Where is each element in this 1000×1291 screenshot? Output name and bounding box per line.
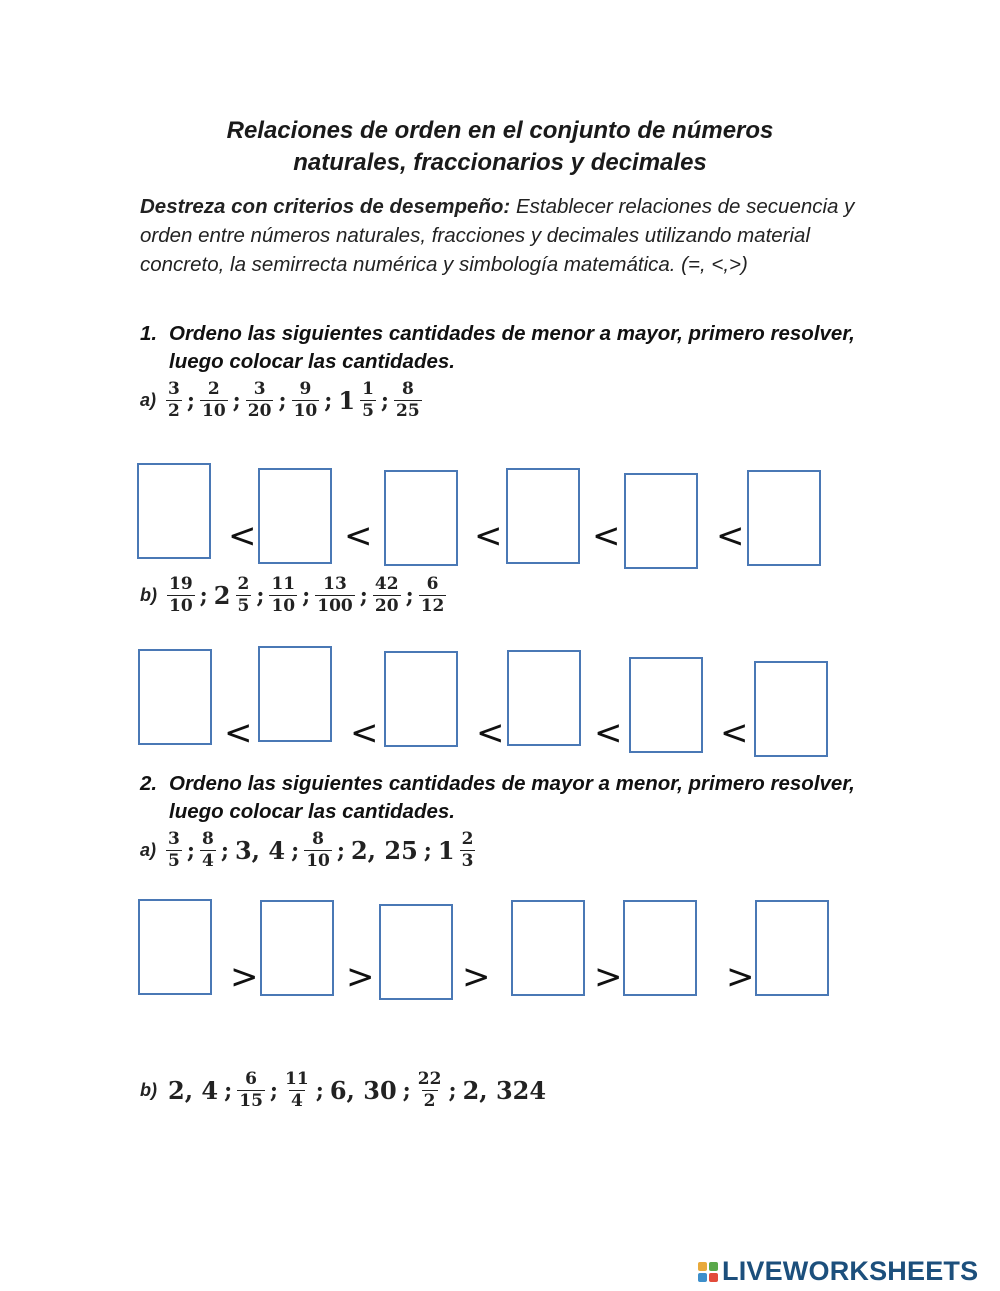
numerator: 2 — [237, 574, 250, 594]
denominator: 2 — [423, 1091, 436, 1111]
numerator: 11 — [285, 1069, 309, 1089]
q1a-symbol-4: < — [592, 516, 621, 556]
q2b-items-fraction-5 — [416, 1070, 444, 1111]
numerator: 6 — [245, 1069, 257, 1089]
logo-text: LIVEWORKSHEETS — [722, 1256, 979, 1286]
q1a-items-fraction-3 — [246, 380, 274, 421]
numerator: 3 — [253, 379, 266, 399]
separator: ; — [359, 582, 368, 609]
numerator: 13 — [323, 574, 347, 594]
q1a-answer-box-3[interactable] — [384, 470, 458, 566]
numerator: 6 — [426, 574, 439, 594]
title-line-1: Relaciones de orden en el conjunto de números — [226, 117, 774, 144]
q1b-items — [165, 575, 448, 616]
separator: ; — [186, 387, 195, 414]
denominator: 4 — [290, 1091, 303, 1111]
q1a-answer-box-2[interactable] — [258, 468, 332, 564]
q2b-label: b) — [140, 1080, 157, 1100]
denominator: 5 — [237, 596, 250, 616]
numerator: 2 — [207, 379, 220, 399]
q1b-answer-box-2[interactable] — [258, 646, 332, 742]
q1b-symbol-1: < — [224, 713, 253, 753]
numerator: 2 — [461, 829, 474, 849]
skill-text: Establecer relaciones de secuencia y orden entre números naturales, fracciones y decimales utilizando material concreto, la semirrecta numérica y simbología matemática. (=, <,>) — [140, 195, 855, 276]
q2b-items-fraction-2 — [237, 1070, 265, 1111]
separator: ; — [256, 582, 265, 609]
q2b-items — [165, 1070, 549, 1111]
denominator: 4 — [201, 851, 214, 871]
q1b-symbol-5: < — [720, 713, 749, 753]
q1a-items — [164, 380, 424, 421]
q2b-quantities — [140, 1070, 549, 1111]
separator: ; — [405, 582, 414, 609]
separator: ; — [315, 1077, 324, 1104]
separator: ; — [448, 1077, 457, 1104]
numerator: 22 — [417, 1069, 442, 1089]
q1b-items-whole-2: 2 — [213, 581, 231, 610]
q2a-items-fraction-1 — [166, 830, 182, 871]
separator: ; — [224, 1077, 233, 1104]
separator: ; — [278, 387, 287, 414]
numerator: 8 — [401, 379, 414, 399]
separator: ; — [220, 837, 229, 864]
q2a-label: a) — [140, 840, 157, 860]
q1a-items-fraction-5 — [360, 380, 376, 421]
logo-tile-3 — [698, 1273, 707, 1282]
page-title — [0, 115, 1000, 179]
q2a-answer-box-6[interactable] — [755, 900, 829, 996]
q1a-answer-box-6[interactable] — [747, 470, 821, 566]
q1b-symbol-3: < — [476, 713, 505, 753]
denominator: 20 — [247, 401, 272, 421]
q1a-symbol-5: < — [716, 516, 745, 556]
q1b-answer-box-3[interactable] — [384, 651, 458, 747]
q1a-items-fraction-6 — [394, 380, 422, 421]
q2a-items-whole-6: 1 — [437, 836, 455, 865]
separator: ; — [324, 387, 333, 414]
skill-label: Destreza con criterios de desempeño: — [140, 195, 511, 218]
q1b-items-fraction-4 — [315, 575, 355, 616]
denominator: 5 — [362, 401, 374, 421]
question-1-number: 1. — [140, 322, 158, 345]
numerator: 3 — [168, 829, 180, 849]
numerator: 11 — [271, 574, 296, 594]
denominator: 2 — [168, 401, 180, 421]
q2a-answer-box-3[interactable] — [379, 904, 453, 1000]
q1b-answer-box-4[interactable] — [507, 650, 581, 746]
q2a-items-fraction-6 — [460, 830, 476, 871]
question-2-text: Ordeno las siguientes cantidades de mayor a menor, primero resolver, luego colocar las cantidades. — [169, 772, 855, 823]
q1b-label: b) — [140, 585, 157, 605]
q2a-items-fraction-2 — [200, 830, 216, 871]
q1a-items-fraction-4 — [292, 380, 320, 421]
q1a-symbol-1: < — [228, 516, 257, 556]
q1b-quantities — [140, 575, 448, 616]
q2a-items — [164, 830, 477, 871]
denominator: 20 — [374, 596, 399, 616]
numerator: 19 — [169, 574, 193, 594]
q1b-items-fraction-1 — [167, 575, 195, 616]
q2a-answer-box-1[interactable] — [138, 899, 212, 995]
q1b-items-fraction-5 — [373, 575, 401, 616]
q2a-answer-box-5[interactable] — [623, 900, 697, 996]
q2a-symbol-2: > — [346, 957, 375, 997]
liveworksheets-logo — [698, 1256, 978, 1287]
denominator: 100 — [317, 596, 353, 616]
separator: ; — [302, 582, 311, 609]
q2b-items-value-4: 6, 30 — [329, 1076, 397, 1105]
numerator: 8 — [312, 829, 324, 849]
numerator: 42 — [374, 574, 399, 594]
numerator: 1 — [362, 379, 374, 399]
denominator: 12 — [420, 596, 445, 616]
q2a-symbol-1: > — [230, 957, 259, 997]
denominator: 15 — [239, 1091, 263, 1111]
numerator: 8 — [201, 829, 214, 849]
denominator: 3 — [461, 851, 474, 871]
q1a-answer-box-1[interactable] — [137, 463, 211, 559]
q2a-items-value-3: 3, 4 — [234, 836, 286, 865]
q2a-symbol-4: > — [594, 957, 623, 997]
separator: ; — [269, 1077, 279, 1104]
separator: ; — [423, 837, 432, 864]
denominator: 10 — [271, 596, 296, 616]
q2a-symbol-3: > — [462, 957, 491, 997]
denominator: 5 — [168, 851, 180, 871]
q1a-symbol-3: < — [474, 516, 503, 556]
skill-description — [140, 192, 860, 279]
q1b-items-fraction-3 — [269, 575, 297, 616]
question-1 — [140, 320, 860, 376]
separator: ; — [402, 1077, 411, 1104]
q2a-answer-box-2[interactable] — [260, 900, 334, 996]
q1a-items-fraction-1 — [166, 380, 182, 421]
q2b-items-value-1: 2, 4 — [168, 1076, 219, 1105]
denominator: 10 — [169, 596, 193, 616]
logo-tile-1 — [698, 1262, 707, 1271]
q1a-answer-box-5[interactable] — [624, 473, 698, 569]
q1b-answer-box-6[interactable] — [754, 661, 828, 757]
denominator: 10 — [306, 851, 330, 871]
separator: ; — [380, 387, 390, 414]
title-line-2: naturales, fraccionarios y decimales — [293, 149, 707, 176]
question-1-text: Ordeno las siguientes cantidades de menor a mayor, primero resolver, luego colocar las cantidades. — [169, 322, 855, 373]
q2a-quantities — [140, 830, 477, 871]
q1b-answer-box-5[interactable] — [629, 657, 703, 753]
q2b-items-fraction-3 — [283, 1070, 311, 1111]
logo-tile-2 — [709, 1262, 718, 1271]
q2a-symbol-5: > — [726, 957, 755, 997]
separator: ; — [291, 837, 300, 864]
question-2 — [140, 770, 860, 826]
q2a-items-fraction-4 — [304, 830, 332, 871]
denominator: 10 — [201, 401, 226, 421]
q1a-symbol-2: < — [344, 516, 373, 556]
q1b-items-fraction-6 — [419, 575, 447, 616]
denominator: 25 — [396, 401, 420, 421]
denominator: 10 — [293, 401, 318, 421]
q1a-label: a) — [140, 390, 157, 410]
q1b-answer-box-1[interactable] — [138, 649, 212, 745]
q1b-symbol-2: < — [350, 713, 379, 753]
logo-mark-icon — [698, 1262, 718, 1282]
separator: ; — [336, 837, 345, 864]
q1a-quantities — [140, 380, 424, 421]
q1a-items-fraction-2 — [200, 380, 228, 421]
numerator: 9 — [299, 379, 312, 399]
question-2-number: 2. — [140, 772, 158, 795]
separator: ; — [199, 582, 208, 609]
numerator: 3 — [168, 379, 180, 399]
q1a-answer-box-4[interactable] — [506, 468, 580, 564]
q1b-symbol-4: < — [594, 713, 623, 753]
q2a-items-value-5: 2, 25 — [350, 836, 418, 865]
q1b-items-fraction-2 — [236, 575, 252, 616]
q2b-items-value-6: 2, 324 — [462, 1076, 547, 1105]
q2a-answer-box-4[interactable] — [511, 900, 585, 996]
separator: ; — [232, 387, 241, 414]
logo-tile-4 — [709, 1273, 718, 1282]
q1a-items-whole-5: 1 — [338, 386, 356, 415]
separator: ; — [186, 837, 195, 864]
